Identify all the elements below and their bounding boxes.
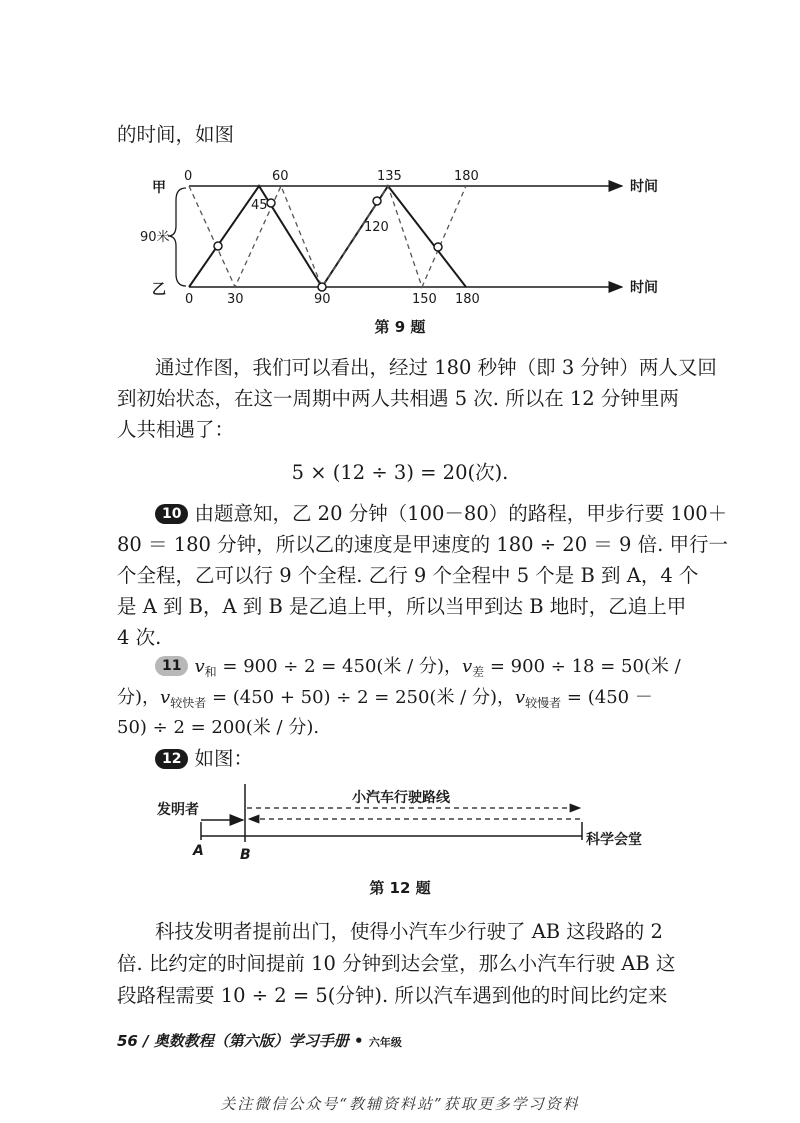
label-yi: 乙 xyxy=(152,282,166,298)
v-symbol: v xyxy=(194,656,205,677)
formula-9: 5 × (12 ÷ 3) = 20(次). xyxy=(291,461,509,484)
meeting-point xyxy=(214,242,222,250)
tick-bottom: 30 xyxy=(227,292,244,307)
tick-top: 135 xyxy=(377,169,402,184)
meet-label-45: 45 xyxy=(251,198,268,213)
meeting-point xyxy=(434,243,442,251)
q12-text: 如图： xyxy=(194,747,253,770)
axis-label-top: 时间 xyxy=(630,179,658,195)
v-sub-cha: 差 xyxy=(472,665,485,679)
book-title: / 奥数教程（第六版）学习手册 • xyxy=(143,1032,364,1050)
v-sub-fast: 较快者 xyxy=(170,696,207,710)
axis-label-bottom: 时间 xyxy=(630,280,658,296)
q11-eq-he: = 900 ÷ 2 = 450(米 / 分)， xyxy=(216,656,462,677)
meeting-point xyxy=(267,199,275,207)
tick-bottom: 150 xyxy=(412,292,437,307)
meet-label-120: 120 xyxy=(364,220,389,235)
para12-line: 段路程需要 10 ÷ 2 = 5(分钟). 所以汽车遇到他的时间比约定来 xyxy=(117,984,668,1007)
q10-line: 80 ＝ 180 分钟，所以乙的速度是甲速度的 180 ÷ 20 ＝ 9 倍. 甲行一 xyxy=(117,533,728,556)
para9-line: 人共相遇了： xyxy=(117,418,235,441)
point-a: A xyxy=(193,843,204,859)
q11-line-2 xyxy=(117,684,653,717)
route-label: 小汽车行驶路线 xyxy=(352,790,450,806)
solid-motion-path xyxy=(189,186,466,287)
meeting-point xyxy=(373,197,381,205)
label-jia: 甲 xyxy=(152,180,166,196)
tick-bottom: 180 xyxy=(455,292,480,307)
q11-eq-fast: = (450 + 50) ÷ 2 = 250(米 / 分)， xyxy=(206,687,515,708)
tick-bottom: 0 xyxy=(185,292,194,307)
q12-line xyxy=(155,745,253,773)
para9-line: 到初始状态，在这一周期中两人共相遇 5 次. 所以在 12 分钟里两 xyxy=(117,387,679,410)
q10-text: 由题意知，乙 20 分钟（100－80）的路程，甲步行要 100＋ xyxy=(194,502,728,525)
tick-top: 180 xyxy=(454,169,479,184)
para12-line: 科技发明者提前出门，使得小汽车少行驶了 AB 这段路的 2 xyxy=(155,920,663,943)
q10-line: 4 次. xyxy=(117,626,162,649)
tick-top: 0 xyxy=(184,169,193,184)
grade-label: 六年级 xyxy=(368,1036,402,1049)
q11-badge: 11 xyxy=(155,656,188,676)
v-sub-slow: 较慢者 xyxy=(525,696,562,710)
tick-top: 60 xyxy=(272,169,289,184)
point-b: B xyxy=(240,847,251,863)
para9-line: 通过作图，我们可以看出，经过 180 秒钟（即 3 分钟）两人又回 xyxy=(155,356,717,379)
q11-line-3: 50) ÷ 2 = 200(米 / 分). xyxy=(117,717,320,738)
v-symbol: v xyxy=(515,687,526,708)
page-footer xyxy=(117,1030,402,1051)
q12-badge: 12 xyxy=(155,749,188,769)
dashed-motion-path xyxy=(189,186,466,287)
q10-badge: 10 xyxy=(155,504,188,524)
q11-line-1 xyxy=(155,653,681,686)
figure-9-caption: 第 9 题 xyxy=(374,318,426,336)
distance-brace xyxy=(168,188,186,286)
figure-12-caption: 第 12 题 xyxy=(369,879,431,897)
q11-unit: 分)， xyxy=(117,687,161,708)
watermark-text: 关注微信公众号“教辅资料站”获取更多学习资料 xyxy=(220,1095,580,1113)
page-number: 56 xyxy=(117,1032,138,1050)
meeting-point xyxy=(318,283,326,291)
v-symbol: v xyxy=(160,687,171,708)
hall-label: 科学会堂 xyxy=(586,832,642,848)
q10-line-1 xyxy=(155,500,727,528)
q11-eq-slow: = (450 － xyxy=(561,687,653,708)
q10-line: 是 A 到 B，A 到 B 是乙追上甲，所以当甲到达 B 地时，乙追上甲 xyxy=(117,595,687,618)
v-symbol: v xyxy=(461,656,473,677)
figure-12-diagram xyxy=(156,784,642,863)
label-distance: 90米 xyxy=(140,230,170,245)
q11-eq-cha: = 900 ÷ 18 = 50(米 / xyxy=(484,656,681,677)
tick-bottom: 90 xyxy=(314,292,331,307)
inventor-label: 发明者 xyxy=(157,802,199,818)
intro-text: 的时间，如图 xyxy=(117,123,235,146)
para12-line: 倍. 比约定的时间提前 10 分钟到达会堂，那么小汽车行驶 AB 这 xyxy=(117,952,676,975)
q10-line: 个全程，乙可以行 9 个全程. 乙行 9 个全程中 5 个是 B 到 A，4 个 xyxy=(117,564,699,587)
v-sub-he: 和 xyxy=(204,665,217,679)
